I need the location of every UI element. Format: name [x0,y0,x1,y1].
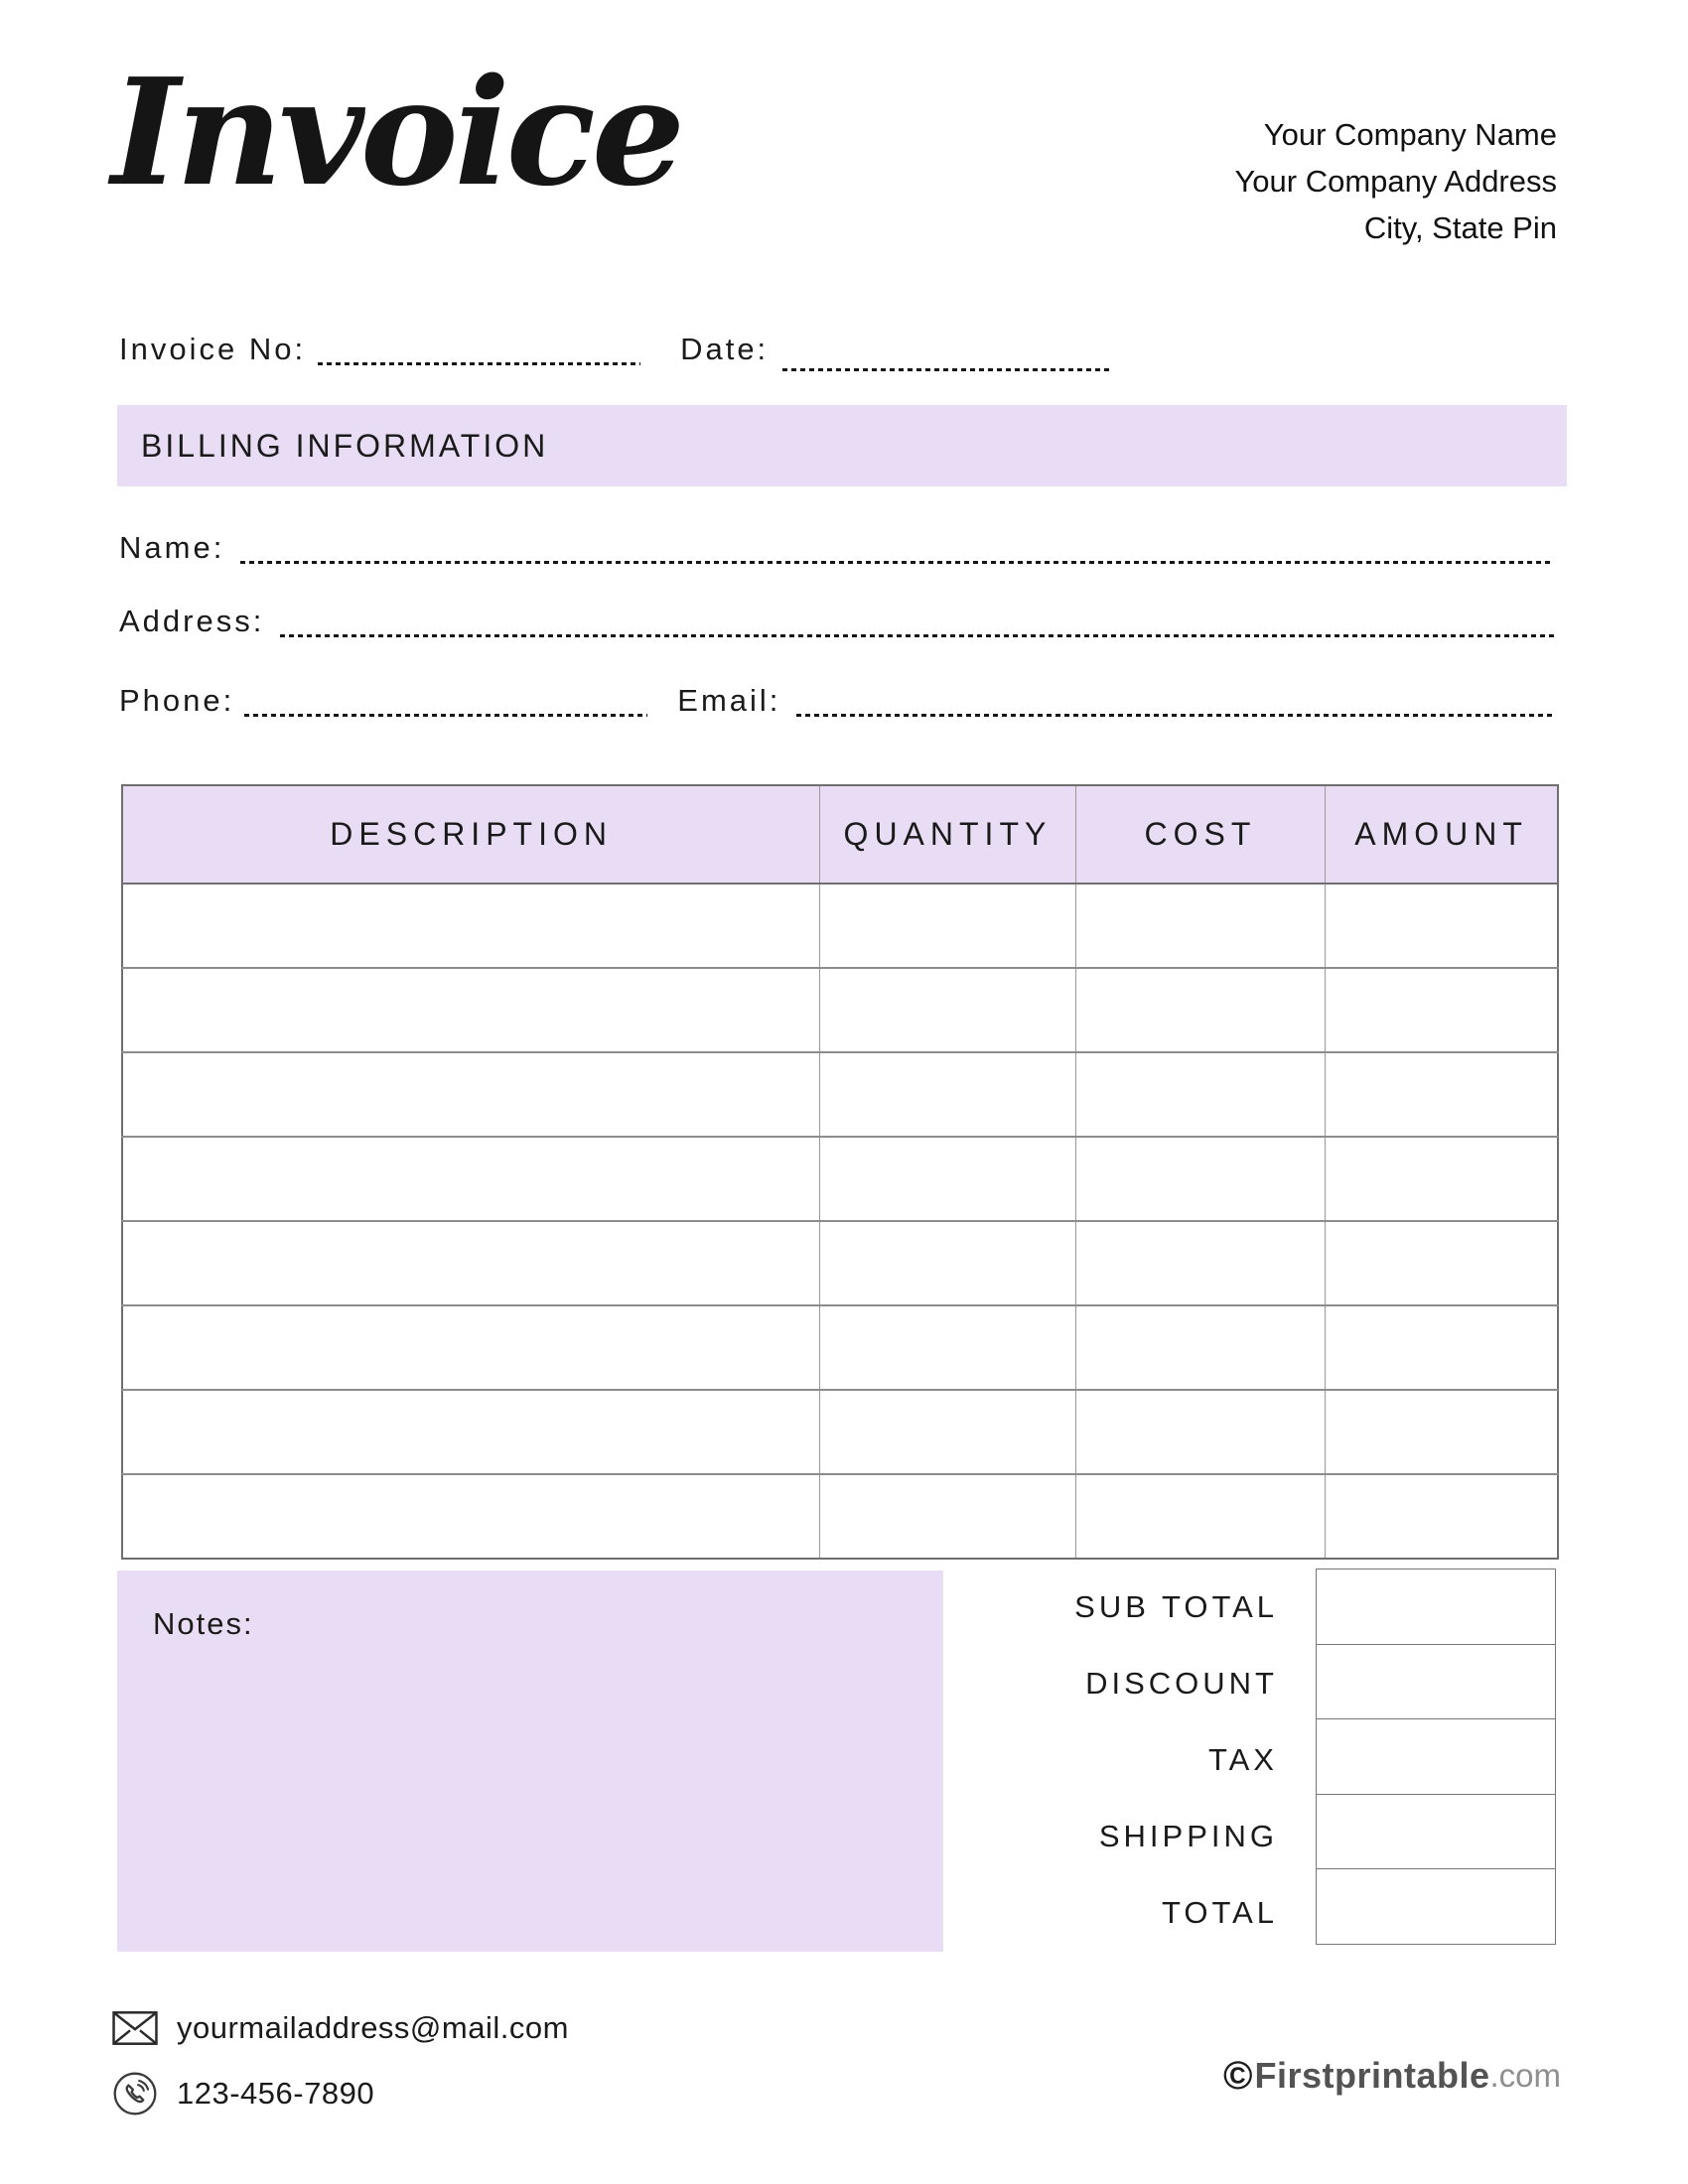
item-cell-quantity[interactable] [820,968,1075,1052]
item-cell-amount[interactable] [1326,1221,1558,1305]
footer-phone-text: 123-456-7890 [177,2076,375,2111]
item-cell-description[interactable] [122,1221,820,1305]
total-value-box-shipping[interactable] [1316,1794,1556,1870]
items-table-row [122,1052,1558,1137]
total-value-box-total[interactable] [1316,1868,1556,1945]
item-cell-amount[interactable] [1326,1305,1558,1390]
item-cell-cost[interactable] [1075,1137,1326,1221]
item-cell-description[interactable] [122,1474,820,1559]
item-cell-description[interactable] [122,884,820,968]
name-label: Name: [119,530,225,565]
totals-boxes-column [1316,1569,1556,1951]
date-label: Date: [680,332,770,366]
billing-contact-row [119,683,1554,719]
email-fill-line[interactable] [796,714,1554,717]
item-cell-description[interactable] [122,968,820,1052]
total-label-sub-total: SUB TOTAL [1074,1589,1278,1624]
items-table-row [122,968,1558,1052]
item-cell-quantity[interactable] [820,884,1075,968]
item-cell-amount[interactable] [1326,968,1558,1052]
item-cell-description[interactable] [122,1390,820,1474]
mail-icon [111,2010,159,2046]
footer-email-text: yourmailaddress@mail.com [177,2010,569,2045]
address-label: Address: [119,604,265,638]
item-cell-cost[interactable] [1075,1221,1326,1305]
item-cell-description[interactable] [122,1052,820,1137]
item-cell-amount[interactable] [1326,1390,1558,1474]
item-cell-cost[interactable] [1075,1052,1326,1137]
items-table-row [122,1390,1558,1474]
email-label: Email: [677,683,781,718]
item-cell-quantity[interactable] [820,1052,1075,1137]
total-value-box-discount[interactable] [1316,1644,1556,1720]
total-label-total: TOTAL [1161,1895,1278,1930]
item-cell-quantity[interactable] [820,1305,1075,1390]
item-cell-amount[interactable] [1326,1137,1558,1221]
brand-logo [1223,2055,1561,2097]
company-city-state-pin: City, State Pin [1363,210,1557,245]
company-name: Your Company Name [1263,117,1557,152]
column-header-quantity: QUANTITY [820,785,1075,884]
item-cell-cost[interactable] [1075,1305,1326,1390]
brand-name: Firstprintable [1254,2055,1490,2096]
item-cell-amount[interactable] [1326,884,1558,968]
total-value-box-tax[interactable] [1316,1718,1556,1795]
invoice-no-fill-line[interactable] [318,362,640,365]
column-header-cost: COST [1075,785,1326,884]
totals-section [948,1569,1556,1951]
items-table-row [122,1305,1558,1390]
item-cell-quantity[interactable] [820,1474,1075,1559]
date-fill-line[interactable] [782,368,1110,371]
item-cell-cost[interactable] [1075,1390,1326,1474]
items-table-body [122,884,1558,1559]
footer-contact-block [111,2003,569,2134]
address-fill-line[interactable] [280,634,1554,637]
item-cell-cost[interactable] [1075,968,1326,1052]
billing-section-title: BILLING INFORMATION [141,428,549,464]
billing-section-header [117,405,1567,486]
item-cell-description[interactable] [122,1137,820,1221]
notes-area[interactable] [117,1570,943,1952]
total-label-tax: TAX [1208,1742,1278,1777]
items-table-row [122,1474,1558,1559]
phone-fill-line[interactable] [244,714,647,717]
item-cell-quantity[interactable] [820,1390,1075,1474]
billing-address-row [119,604,1554,639]
column-header-description: DESCRIPTION [122,785,820,884]
item-cell-amount[interactable] [1326,1052,1558,1137]
copyright-icon: © [1222,2054,1253,2098]
total-label-shipping: SHIPPING [1098,1819,1278,1853]
brand-tld: .com [1489,2057,1561,2094]
footer-phone-row [111,2069,569,2118]
item-cell-description[interactable] [122,1305,820,1390]
invoice-meta-row [119,316,1251,367]
totals-labels-column [948,1569,1316,1951]
item-cell-cost[interactable] [1075,884,1326,968]
item-cell-amount[interactable] [1326,1474,1558,1559]
items-table-row [122,1137,1558,1221]
phone-label: Phone: [119,683,235,718]
item-cell-quantity[interactable] [820,1137,1075,1221]
total-value-box-sub-total[interactable] [1316,1569,1556,1645]
items-table-row [122,1221,1558,1305]
item-cell-quantity[interactable] [820,1221,1075,1305]
billing-name-row [119,530,1554,566]
total-label-discount: DISCOUNT [1085,1666,1278,1701]
name-fill-line[interactable] [240,561,1554,564]
phone-icon [111,2071,159,2116]
page-title: Invoice [111,46,682,218]
company-address: Your Company Address [1234,164,1557,199]
items-table-header-row [122,785,1558,884]
invoice-no-label: Invoice No: [119,332,307,366]
footer-email-row [111,2003,569,2053]
column-header-amount: AMOUNT [1326,785,1558,884]
item-cell-cost[interactable] [1075,1474,1326,1559]
items-table [121,784,1559,1560]
items-table-row [122,884,1558,968]
company-info-block [1234,111,1557,251]
notes-label: Notes: [153,1606,254,1641]
